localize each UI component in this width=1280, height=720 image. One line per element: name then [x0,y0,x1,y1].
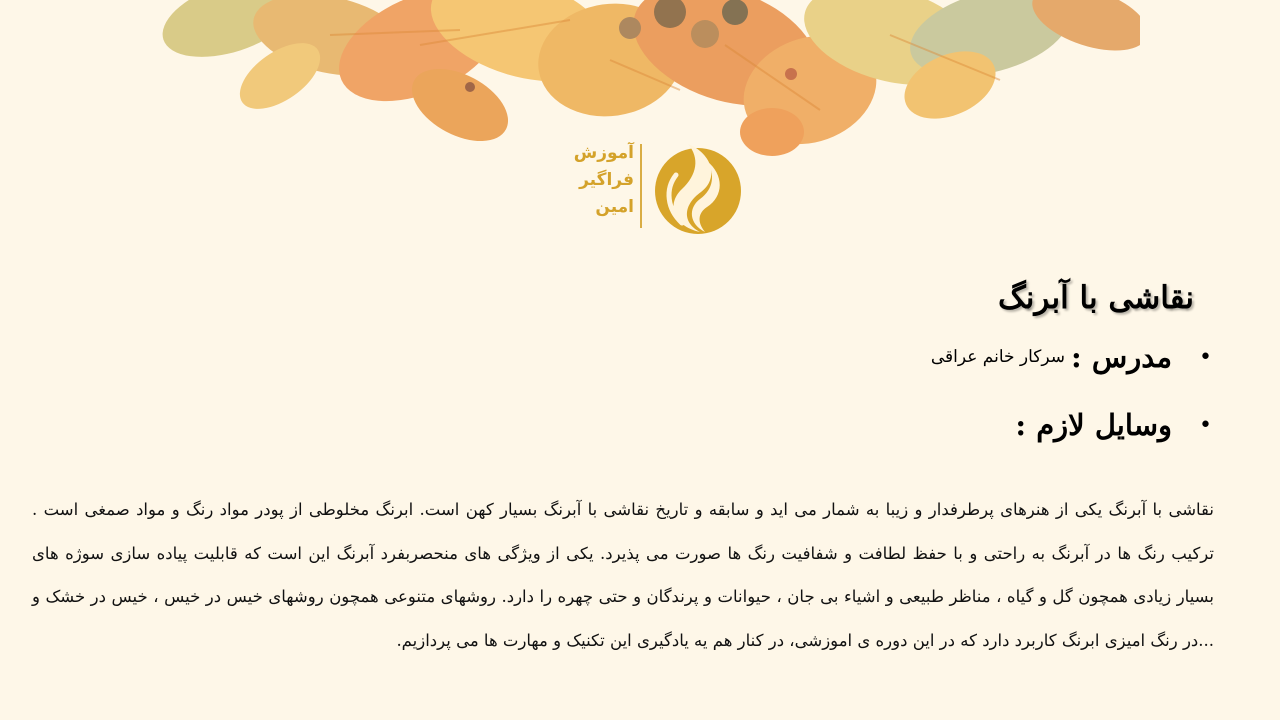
course-description: نقاشی با آبرنگ یکی از هنرهای پرطرفدار و زیبا به شمار می اید و سابقه و تاریخ نقاشی با آبرنگ بسیار کهن است. ابرنگ مخلوطی از پودر مواد رنگ و مواد صمغی است . ترکیب رنگ ها در آبرنگ به راحتی و با حفظ لطافت و شفافیت رنگ ها صورت می پذیرد. یکی از ویژگی های منحصربفرد آبرنگ این است که قابلیت پیاده سازی سوژه های بسیار زیادی همچون گل و گیاه ، مناظر طبیعی و اشیاء بی جان ، حیوانات و پرندگان و حتی چهره را دارد. روشهای متنوعی همچون روشهای خیس در خیس ، خیس در خشک و ...در رنگ امیزی ابرنگ کاربرد دارد که در این دوره ی اموزشی، در کنار هم یه یادگیری این تکنیک و مهارت ها می پردازیم. [32,500,1214,651]
logo-line-1: آموزش [573,143,634,163]
tools-row [1009,408,1212,442]
logo-wordmark [552,140,634,221]
tools-label: وسایل لازم : [1015,408,1172,442]
bullet-icon: • [1199,344,1212,370]
logo-line-2: فراگیر [579,170,634,190]
logo-emblem-icon [653,144,743,234]
logo-line-3: امین [595,197,634,217]
teacher-label: مدرس : [1071,340,1172,374]
teacher-row [931,340,1212,374]
teacher-name: سرکار خانم عراقی [930,347,1066,367]
academy-logo [552,128,747,232]
logo-divider [640,144,642,228]
page-title: نقاشی با آبرنگ [998,280,1194,316]
bullet-icon: • [1199,412,1212,438]
